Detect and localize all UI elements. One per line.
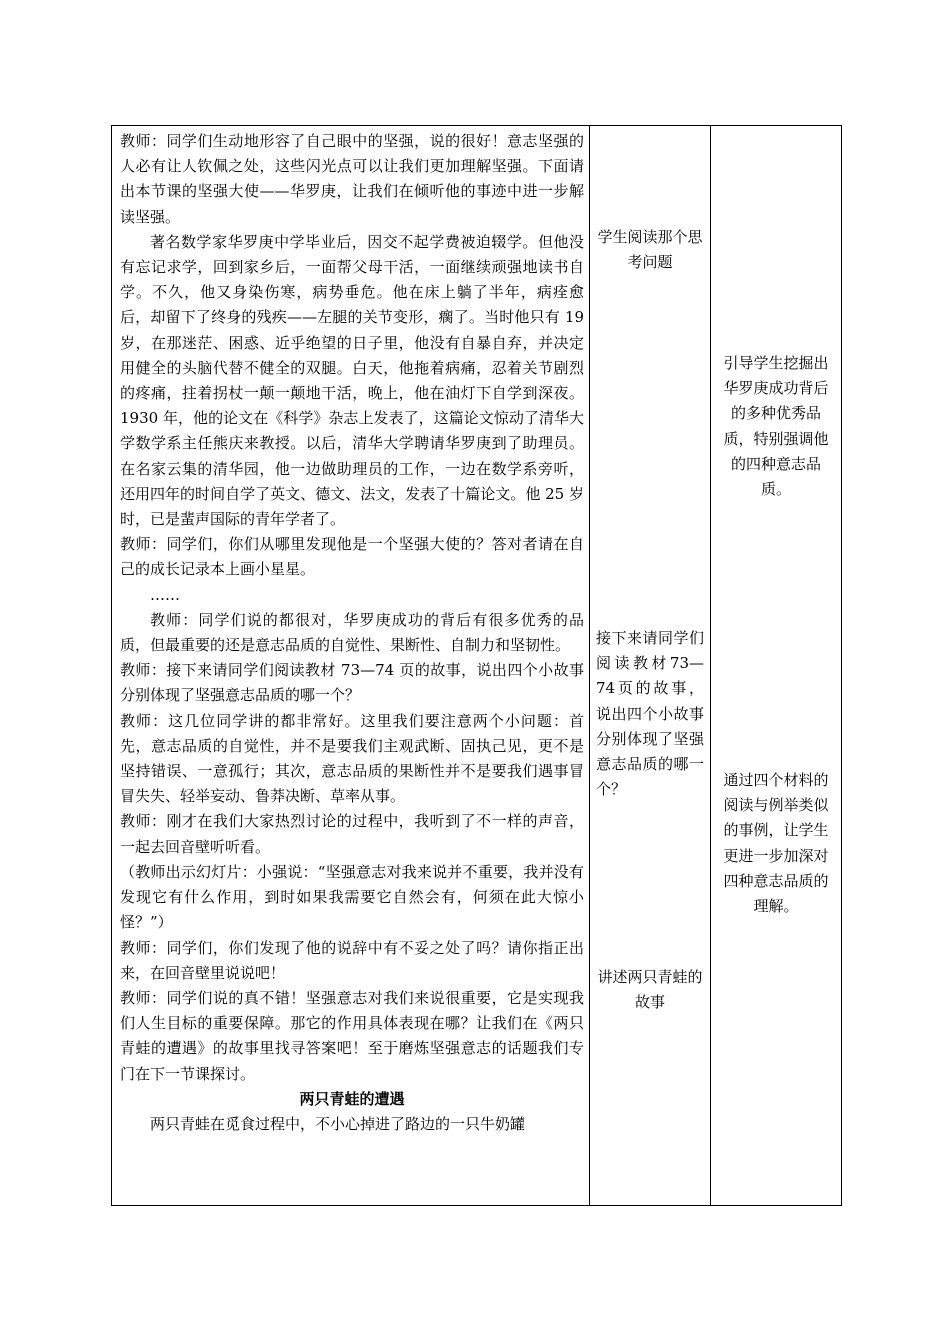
- student-note-frog-story: 讲述两只青蛙的故事: [597, 968, 703, 1012]
- paragraph-teacher-correction: 教师：同学们，你们发现了他的说辞中有不妥之处了吗？请你指正出来，在回音壁里说说吧！: [120, 938, 584, 982]
- paragraph-teacher-question: 教师：同学们，你们从哪里发现他是一个坚强大使的？答对者请在自己的成长记录本上画小星星。: [120, 535, 584, 579]
- table-row: [112, 126, 842, 1206]
- paragraph-slide-quote: （教师出示幻灯片：小强说：“坚强意志对我来说并不重要，我并没有发现它有什么作用，到时如果我需要它自然会有，何须在此大惊小怪？”）: [120, 862, 584, 932]
- paragraph-ellipsis: ……: [150, 585, 180, 604]
- student-note-reading: 学生阅读那个思考问题: [597, 228, 703, 272]
- paragraph-teacher-echo-wall: 教师：刚才在我们大家热烈讨论的过程中，我听到了不一样的声音，一起去回音壁听听看。: [120, 812, 584, 856]
- teaching-process-text: [112, 126, 589, 1137]
- story-title: 两只青蛙的遭遇: [299, 1089, 405, 1108]
- paragraph-teacher-summary: 教师：同学们说的都很对，华罗庚成功的背后有很多优秀的品质，但最重要的还是意志品质的自觉性、果断性、自制力和坚韧性。: [120, 610, 584, 655]
- lesson-plan-table: [111, 125, 842, 1206]
- design-intent-cell: [711, 126, 842, 1206]
- paragraph-hua-luogeng-story: 著名数学家华罗庚中学毕业后，因交不起学费被迫辍学。但他没有忘记求学，回到家乡后，一面帮父母干活，一面继续顽强地读书自学。不久，他又身染伤寒，病势垂危。他在床上躺了半年，病痊愈后，却留下了终身的残疾——左腿的关节变形，瘸了。当时他只有 19 岁，在那迷茫、困惑、近乎绝望的日子里，他没有自暴自弃，并决定用健全的头脑代替不健全的双腿。白天，他拖着病痛，忍着关节剧烈的疼痛，拄着拐杖一颠一颠地干活，晚上，他在油灯下自学到深夜。1930 年，他的论文在《科学》杂志上发表了，这篇论文惊动了清华大学数学系主任熊庆来教授。以后，清华大学聘请华罗庚到了助理员。在名家云集的清华园，他一边做助理员的工作，一边在数学系旁听，还用四年的时间自学了英文、德文、法文，发表了十篇论文。他 25 岁时，已是蜚声国际的青年学者了。: [120, 232, 584, 529]
- paragraph-teacher-intro: 教师：同学们生动地形容了自己眼中的坚强，说的很好！意志坚强的人必有让人钦佩之处，这些闪光点可以让我们更加理解坚强。下面请出本节课的坚强大使——华罗庚，让我们在倾听他的事迹中进一步解读坚强。: [120, 132, 584, 226]
- paragraph-teacher-reading-task: 教师：接下来请同学们阅读教材 73—74 页的故事，说出四个小故事分别体现了坚强意志品质的哪一个？: [120, 661, 584, 705]
- student-activity-cell: [590, 126, 711, 1206]
- paragraph-story-start: 两只青蛙在觅食过程中，不小心掉进了路边的一只牛奶罐: [150, 1114, 526, 1133]
- intent-note-qualities: 引导学生挖掘出华罗庚成功背后的多种优秀品质，特别强调他的四种意志品质。: [723, 354, 829, 499]
- intent-note-materials: 通过四个材料的阅读与例举类似的事例，让学生更进一步加深对四种意志品质的理解。: [723, 771, 829, 916]
- student-note-textbook: 接下来请同学们阅读教材73—74页的故事，说出四个小故事分别体现了坚强意志品质的哪一个？: [596, 629, 704, 799]
- teaching-process-cell: [112, 126, 590, 1206]
- paragraph-teacher-notes: 教师：这几位同学讲的都非常好。这里我们要注意两个小问题：首先，意志品质的自觉性，并不是要我们主观武断、固执己见，更不是坚持错误、一意孤行；其次，意志品质的果断性并不是要我们遇事冒冒失失、轻举妄动、鲁莽决断、草率从事。: [120, 711, 584, 806]
- paragraph-teacher-transition: 教师：同学们说的真不错！坚强意志对我们来说很重要，它是实现我们人生目标的重要保障。那它的作用具体表现在哪？让我们在《两只青蛙的遭遇》的故事里找寻答案吧！至于磨炼坚强意志的话题我们专门在下一节课探讨。: [120, 988, 584, 1083]
